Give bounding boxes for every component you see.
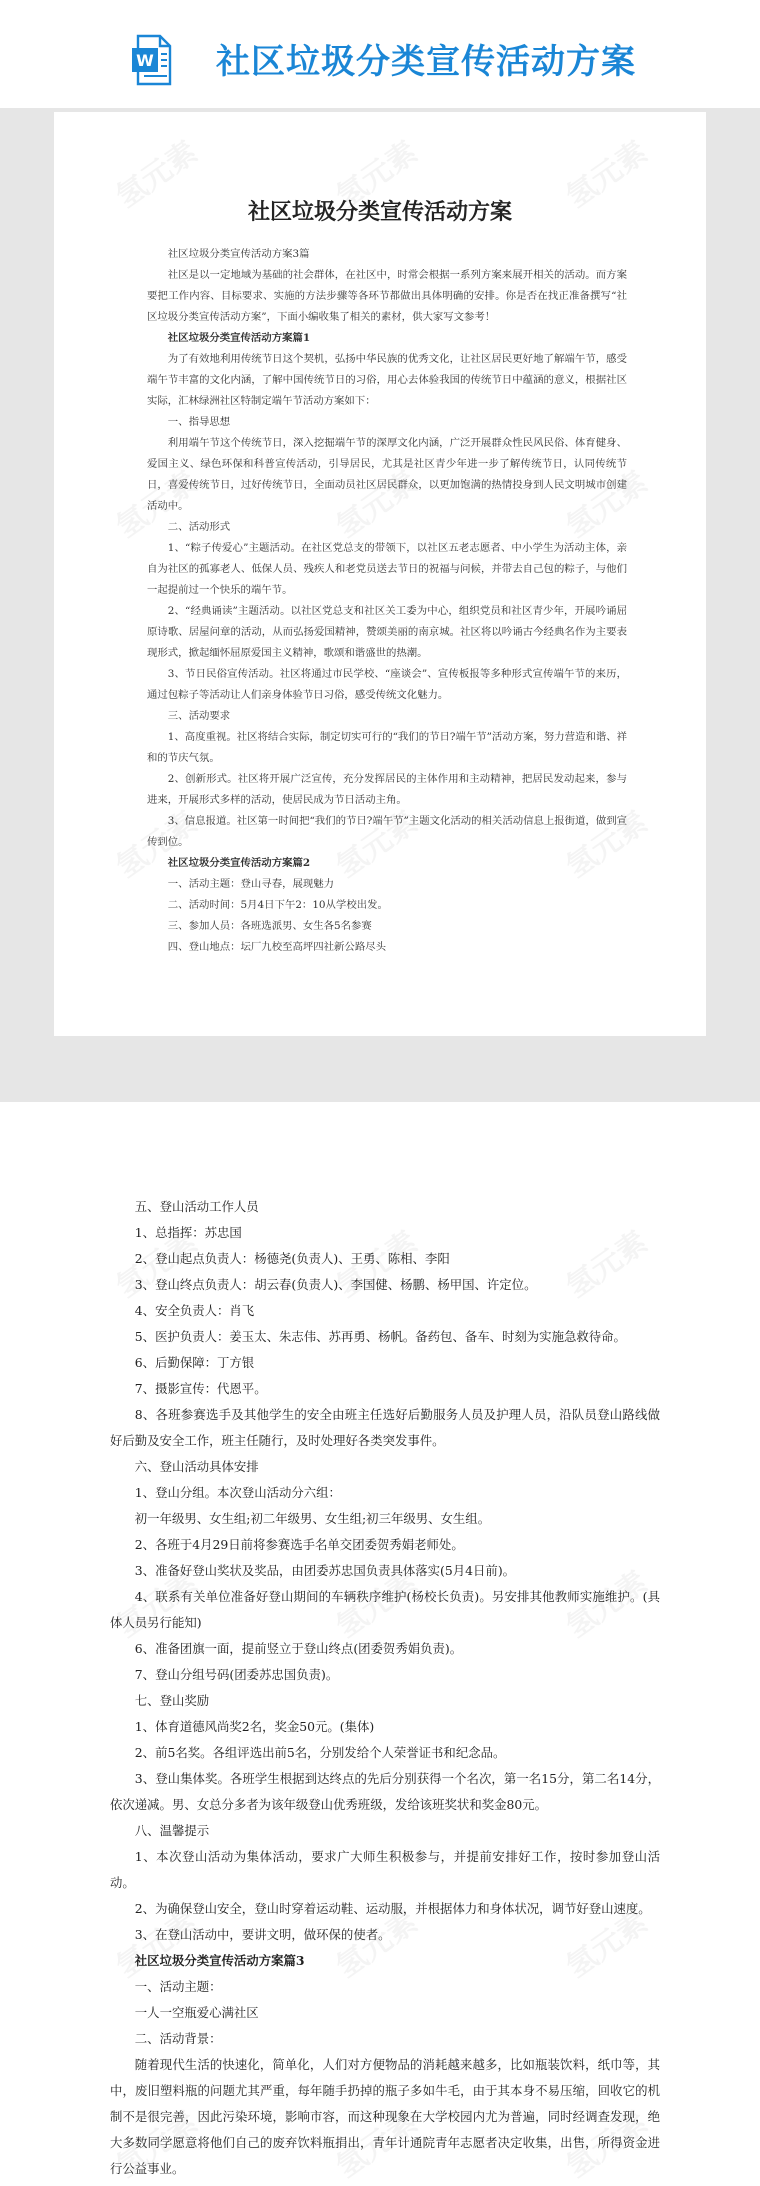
paragraph: 3、信息报道。社区第一时间把“我们的节日?端午节”主题文化活动的相关活动信息上报街道，做到宣传到位。 — [147, 815, 628, 848]
paragraph: 6、准备团旗一面，提前竖立于登山终点(团委贺秀娟负责)。 — [134, 1641, 463, 1656]
paragraph: 1、体育道德风尚奖2名，奖金50元。(集体) — [134, 1719, 375, 1734]
paragraph: 一、活动主题：登山寻春，展现魅力 — [167, 878, 335, 890]
paragraph: 一人一空瓶爱心满社区 — [134, 2005, 259, 2020]
paragraph: 3、登山终点负责人：胡云春(负责人)、李国健、杨鹏、杨甲国、许定位。 — [134, 1277, 537, 1292]
paragraph: 二、活动形式 — [167, 521, 231, 533]
paragraph: 初一年级男、女生组;初二年级男、女生组;初三年级男、女生组。 — [134, 1511, 491, 1526]
document-page-1 — [54, 112, 706, 1036]
paragraph: 1、本次登山活动为集体活动，要求广大师生积极参与，并提前安排好工作，按时参加登山活动。 — [110, 1849, 660, 1890]
paragraph: 7、摄影宣传：代恩平。 — [134, 1381, 267, 1396]
paragraph: 2、登山起点负责人：杨德尧(负责人)、王勇、陈相、李阳 — [134, 1251, 450, 1266]
banner-title: 社区垃圾分类宣传活动方案 — [216, 42, 636, 82]
paragraph: 六、登山活动具体安排 — [134, 1459, 259, 1474]
document-title: 社区垃圾分类宣传活动方案 — [247, 199, 512, 225]
paragraph: 随着现代生活的快速化，简单化，人们对方便物品的消耗越来越多，比如瓶装饮料，纸巾等，其中，废旧塑料瓶的问题尤其严重，每年随手扔掉的瓶子多如牛毛，由于其本身不易压缩，回收它的机制不是很完善，因此污染环境，影响市容，而这种现象在大学校园内尤为普遍，同时经调查发现，绝大多数同学愿意将他们自己的废弃饮料瓶捐出，青年计通院青年志愿者决定收集，出售，所得资金进行公益事业。 — [110, 2057, 660, 2176]
paragraph: 3、在登山活动中，要讲文明，做环保的使者。 — [134, 1927, 391, 1942]
section-heading: 社区垃圾分类宣传活动方案篇2 — [167, 857, 311, 869]
paragraph: 8、各班参赛选手及其他学生的安全由班主任选好后勤服务人员及护理人员，沿队员登山路线做好后勤及安全工作，班主任随行，及时处理好各类突发事件。 — [110, 1407, 660, 1448]
paragraph: 3、登山集体奖。各班学生根据到达终点的先后分别获得一个名次，第一名15分，第二名14分，依次递减。男、女总分多者为该年级登山优秀班级，发给该班奖状和奖金80元。 — [110, 1771, 660, 1812]
paragraph: 3、节日民俗宣传活动。社区将通过市民学校、“座谈会”、宣传板报等多种形式宣传端午节的来历，通过包粽子等活动让人们亲身体验节日习俗，感受传统文化魅力。 — [147, 668, 627, 701]
paragraph: 1、登山分组。本次登山活动分六组： — [134, 1485, 341, 1500]
paragraph: 4、安全负责人：肖飞 — [134, 1303, 255, 1318]
paragraph: 6、后勤保障：丁方银 — [134, 1355, 255, 1370]
paragraph: 二、活动时间：5月4日下午2：10从学校出发。 — [167, 899, 388, 911]
paragraph: 1、“粽子传爱心”主题活动。在社区党总支的带领下，以社区五老志愿者、中小学生为活动主体，亲自为社区的孤寡老人、低保人员、残疾人和老党员送去节日的祝福与问候，并带去自己包的粽子，与他们一起提前过一个快乐的端午节。 — [147, 542, 627, 596]
paragraph: 五、登山活动工作人员 — [134, 1199, 259, 1214]
paragraph: 为了有效地利用传统节日这个契机，弘扬中华民族的优秀文化，让社区居民更好地了解端午节，感受端午节丰富的文化内涵，了解中国传统节日的习俗，用心去体验我国的传统节日中蕴涵的意义，根据社区实际，汇林绿洲社区特制定端午节活动方案如下： — [147, 353, 627, 407]
paragraph: 四、登山地点：坛厂九校至高坪四社新公路尽头 — [167, 941, 386, 953]
paragraph: 5、医护负责人：姜玉太、朱志伟、苏再勇、杨帆。备药包、备车、时刻为实施急救待命。 — [134, 1329, 626, 1344]
paragraph: 一、指导思想 — [167, 416, 231, 428]
paragraph: 七、登山奖励 — [134, 1693, 210, 1708]
paragraph: 三、活动要求 — [167, 710, 231, 722]
word-document-icon — [132, 34, 172, 86]
section-heading: 社区垃圾分类宣传活动方案篇1 — [167, 332, 311, 344]
paragraph: 社区垃圾分类宣传活动方案3篇 — [167, 248, 310, 260]
paragraph: 1、高度重视。社区将结合实际，制定切实可行的“我们的节日?端午节”活动方案，努力营造和谐、祥和的节庆气氛。 — [147, 731, 628, 764]
paragraph: 2、前5名奖。各组评选出前5名，分别发给个人荣誉证书和纪念品。 — [134, 1745, 506, 1760]
paragraph: 2、“经典诵读”主题活动。以社区党总支和社区关工委为中心，组织党员和社区青少年，开展吟诵屈原诗歌、居屋问章的活动，从而弘扬爱国精神，赞颂美丽的南京城。社区将以吟诵古今经典名作为主要表现形式，掀起缅怀屈原爱国主义精神，歌颂和谐盛世的热潮。 — [147, 605, 627, 659]
svg-text:W: W — [136, 51, 154, 70]
paragraph: 二、活动背景： — [134, 2031, 222, 2046]
section-heading: 社区垃圾分类宣传活动方案篇3 — [134, 1953, 305, 1968]
paragraph: 4、联系有关单位准备好登山期间的车辆秩序维护(杨校长负责)。另安排其他教师实施维护。(具体人员另行能知) — [110, 1589, 660, 1630]
paragraph: 2、为确保登山安全，登山时穿着运动鞋、运动服，并根据体力和身体状况，调节好登山速度。 — [134, 1901, 651, 1916]
paragraph: 社区是以一定地域为基础的社会群体，在社区中，时常会根据一系列方案来展开相关的活动。而方案要把工作内容、目标要求、实施的方法步骤等各环节都做出具体明确的安排。你是否在找正准备撰写“社区垃圾分类宣传活动方案”，下面小编收集了相关的素材，供大家写文参考！ — [147, 269, 627, 323]
paragraph: 2、各班于4月29日前将参赛选手名单交团委贺秀娟老师处。 — [134, 1537, 464, 1552]
paragraph: 三、参加人员：各班选派男、女生各5名参赛 — [167, 920, 372, 932]
paragraph: 1、总指挥：苏忠国 — [134, 1225, 242, 1240]
paragraph: 2、创新形式。社区将开展广泛宣传，充分发挥居民的主体作用和主动精神，把居民发动起来，参与进来，开展形式多样的活动，使居民成为节日活动主角。 — [147, 773, 627, 806]
page-1-body — [147, 244, 627, 958]
paragraph: 3、准备好登山奖状及奖品，由团委苏忠国负责具体落实(5月4日前)。 — [134, 1563, 516, 1578]
paragraph: 7、登山分组号码(团委苏忠国负责)。 — [134, 1667, 339, 1682]
paragraph: 一、活动主题： — [134, 1979, 222, 1994]
header-banner — [0, 0, 760, 108]
paragraph: 八、温馨提示 — [134, 1823, 210, 1838]
paragraph: 利用端午节这个传统节日，深入挖掘端午节的深厚文化内涵，广泛开展群众性民风民俗、体育健身、爱国主义、绿色环保和科普宣传活动，引导居民，尤其是社区青少年进一步了解传统节日，认同传统节日，喜爱传统节日，过好传统节日，全面动员社区居民群众，以更加饱满的热情投身到人民文明城市创建活动中。 — [147, 437, 627, 512]
document-page-2 — [0, 1102, 760, 2178]
page-2-body — [110, 1194, 660, 2182]
